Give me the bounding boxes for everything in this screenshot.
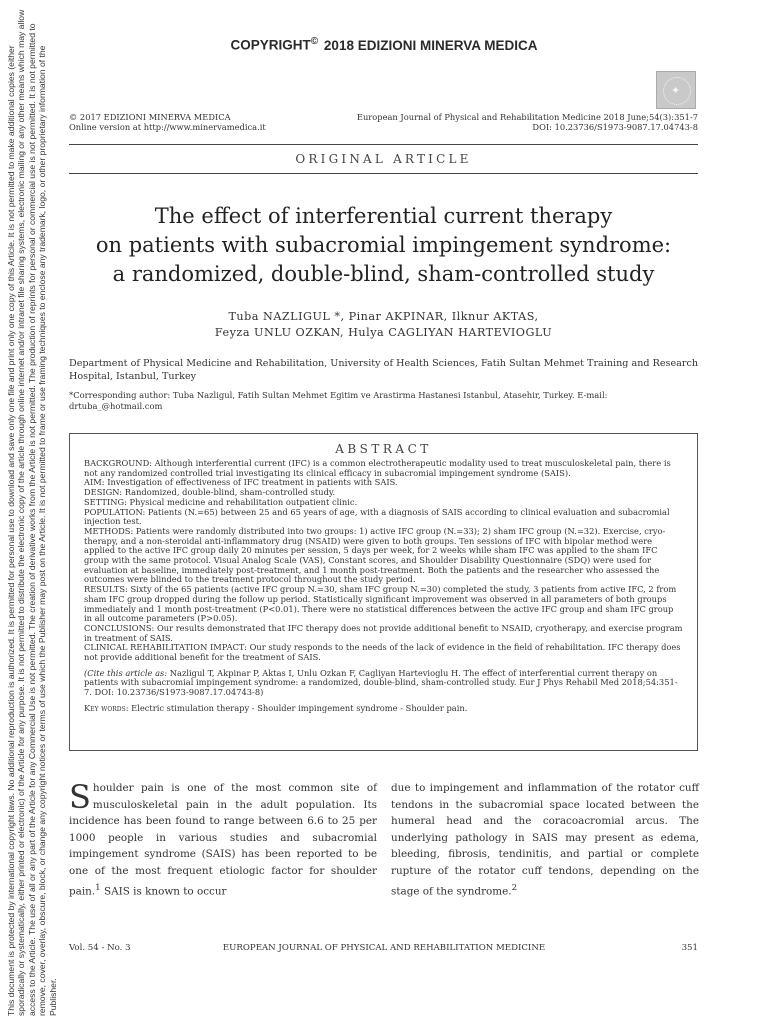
keywords-text: Electric stimulation therapy - Shoulder impingement syndrome - Shoulder pain. [131, 702, 468, 713]
header-left [69, 112, 266, 132]
abstract-conclusions: CONCLUSIONS: Our results demonstrated that IFC therapy does not provide additional benefit to NSAID, cryotherapy, and exercise program in treatment of SAIS. [84, 622, 683, 643]
journal-logo [656, 71, 696, 109]
body-column-right [391, 780, 699, 900]
body-column-left [69, 780, 377, 900]
abstract-box [69, 433, 698, 751]
body-left-text: houlder pain is one of the most common site of musculoskeletal pain in the adult population. Its incidence has been found to range between 6.6 to 25 per 1000 people in various studies and subacromial impingement syndrome (SAIS) has been reported to be one of the most frequent etiologic factor for shoulder pain. [69, 782, 377, 898]
divider-top [69, 144, 698, 145]
divider-bottom [69, 173, 698, 174]
abstract-keywords [84, 704, 683, 714]
title-line-2: on patients with subacromial impingement syndrome: [95, 233, 672, 257]
article-title [69, 202, 698, 289]
copyright-symbol: © [310, 36, 319, 47]
footer-volume: Vol. 54 - No. 3 [69, 943, 131, 953]
cite-text: Nazligul T, Akpinar P, Aktas I, Unlu Ozkan F, Cagliyan Hartevioglu H. The effect of interferential current therapy on patients with subacromial impingement syndrome: a randomized, double-blind, sham-controlled study. Eur J Phys Rehabil Med 2018;54:351-7. DOI: 10.23736/S1973-9087.17.04743-8) [84, 667, 678, 698]
logo-mark-icon: ✦ [671, 84, 681, 97]
publisher-copyright: © 2017 EDIZIONI MINERVA MEDICA [69, 112, 231, 122]
cite-label: (Cite this article as: [84, 667, 168, 678]
abstract-setting: SETTING: Physical medicine and rehabilitation outpatient clinic. [84, 496, 358, 507]
abstract-population: POPULATION: Patients (N.=65) between 25 and 65 years of age, with a diagnosis of SAIS according to clinical evaluation and subacromial injection test. [84, 506, 670, 527]
affiliation: Department of Physical Medicine and Rehabilitation, University of Health Sciences, Fatih Sultan Mehmet Training and Research Hospital, Istanbul, Turkey [69, 358, 698, 382]
abstract-design: DESIGN: Randomized, double-blind, sham-controlled study. [84, 487, 336, 498]
abstract-aim: AIM: Investigation of effectiveness of IFC treatment in patients with SAIS. [84, 477, 398, 488]
side-copyright-text: This document is protected by international copyright laws. No additional reproduction is authorized. It is permitted for personal use to download and save only one file and print only one copy of this Article. It is not permitted to make additional copies (either sporadically or systematically, either printed or electronic) of the Article for any purpose. It is not permitted to distribute the electronic copy of the article through online internet and/or intranet file sharing systems, electronic mailing or any other means which may allow access to the Article. The use of all or any part of the Article for any Commercial Use is not permitted. The creation of derivative works from the Article is not permitted. The production of reprints for personal or commercial use is not permitted. It is not permitted to remove, cover, overlay, obscure, block, or change any copyright notices or terms of use which the Publisher may post on the Article. It is not permitted to frame or use framing techniques to enclose any trademark, logo, or other proprietary information of the Publisher. [5, 9, 58, 1016]
reference-2[interactable]: 2 [511, 882, 518, 893]
drop-cap: S [69, 778, 91, 816]
abstract-citation [84, 669, 683, 698]
journal-citation: European Journal of Physical and Rehabilitation Medicine 2018 June;54(3):351-7 [356, 112, 698, 122]
abstract-heading: ABSTRACT [335, 442, 432, 456]
authors-line-2: Feyza UNLU OZKAN, Hulya CAGLIYAN HARTEVIOGLU [214, 325, 553, 339]
reference-1[interactable]: 1 [95, 882, 101, 893]
footer-page-number: 351 [681, 943, 698, 953]
body-left-tail: SAIS is known to occur [100, 885, 227, 898]
side-copyright-notice [0, 0, 64, 1024]
abstract-results: RESULTS: Sixty of the 65 patients (active IFC group N.=30, sham IFC group N.=30) completed the study, 3 patients from active IFC, 2 from sham IFC group dropped during the follow up period. Statistically significant improvement was observed in all parameters of both groups immediately and 1 month post-treatment (P<0.01). There were no statistical differences between the active IFC group and sham IFC group in all outcome parameters (P>0.05). [84, 584, 677, 624]
copyright-banner [0, 36, 768, 53]
article-type: ORIGINAL ARTICLE [295, 152, 472, 166]
authors-line-1: Tuba NAZLIGUL *, Pinar AKPINAR, Ilknur AKTAS, [228, 310, 539, 323]
online-version-link[interactable]: Online version at http://www.minervamedica.it [69, 122, 266, 132]
keywords-label: Key words: [84, 702, 129, 713]
copyright-rest: 2018 EDIZIONI MINERVA MEDICA [323, 37, 538, 53]
header-right [357, 112, 698, 132]
body-right-text: due to impingement and inflammation of the rotator cuff tendons in the subacromial space located between the humeral head and the coracoacromial arcus. The underlying pathology in SAIS may present as edema, bleeding, fibrosis, tendinitis, and partial or complete rupture of the rotator cuff tendons, depending on the stage of the syndrome. [391, 782, 699, 898]
authors [69, 309, 698, 340]
abstract-impact: CLINICAL REHABILITATION IMPACT: Our study responds to the needs of the lack of evidence in the field of rehabilitation. IFC therapy does not provide additional benefit for the treatment of SAIS. [84, 642, 681, 663]
title-line-1: The effect of interferential current therapy [154, 204, 613, 228]
corresponding-author: *Corresponding author: Tuba Nazligul, Fatih Sultan Mehmet Egitim ve Arastirma Hastanesi Istanbul, Atasehir, Turkey. E-mail: drtuba_@hotmail.com [69, 390, 608, 411]
abstract-background: BACKGROUND: Although interferential current (IFC) is a common electrotherapeutic modality used to treat musculoskeletal pain, there is not any randomized controlled trial investigating its clinical efficacy in subacromial impingement syndrome (SAIS). [84, 458, 671, 478]
title-line-3: a randomized, double-blind, sham-controlled study [112, 262, 655, 286]
copyright-prefix: COPYRIGHT [230, 37, 311, 53]
footer-journal: EUROPEAN JOURNAL OF PHYSICAL AND REHABILITATION MEDICINE [222, 943, 546, 953]
abstract-methods: METHODS: Patients were randomly distributed into two groups: 1) active IFC group (N.=33); 2) sham IFC group (N.=32). Exercise, cryo-therapy, and a non-steroidal anti-inflammatory drug (NSAID) were given to both groups. Ten sessions of IFC with bipolar method were applied to the active IFC group daily 20 minutes per session, 5 days per week, for 2 weeks while sham IFC was applied to the sham IFC group with the same protocol. Visual Analog Scale (VAS), Constant scores, and Shoulder Disability Questionnaire (SDQ) were used for evaluation at baseline, immediately post-treatment, and 1 month post-treatment. Both the patients and the researcher who assessed the outcomes were blinded to the treatment protocol throughout the study period. [84, 525, 666, 585]
doi[interactable]: DOI: 10.23736/S1973-9087.17.04743-8 [532, 122, 698, 132]
